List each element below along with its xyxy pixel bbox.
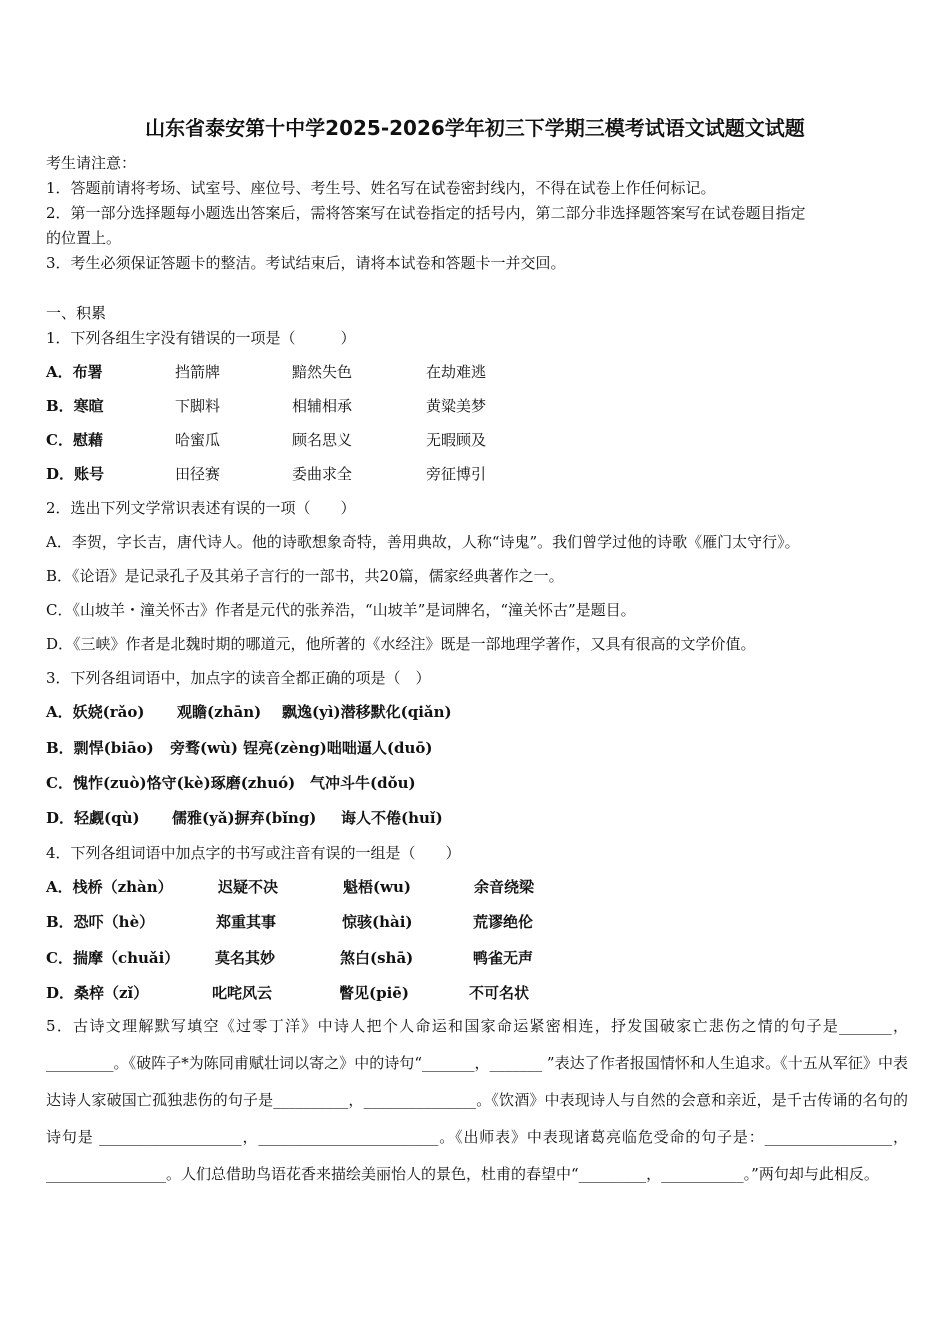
q1-option-word: 挡箭牌 (175, 363, 221, 381)
page-title: 山东省泰安第十中学2025-2026学年初三下学期三模考试语文试题文试题 (145, 116, 805, 140)
q4-option-word: 荒谬绝伦 (473, 913, 534, 931)
q2-option: A．李贺，字长吉，唐代诗人。他的诗歌想象奇特，善用典故，人称“诗鬼”。我们曾学过他的诗歌《雁门太守行》。 (46, 533, 800, 551)
q4-option-word: 魁梧(wu) (343, 878, 412, 896)
notice-item: 1．答题前请将考场、试室号、座位号、考生号、姓名写在试卷密封线内，不得在试卷上作任何标记。 (46, 179, 716, 197)
q4-option-word: 余音绕梁 (474, 878, 535, 896)
question-4-stem: 4．下列各组词语中加点字的书写或注音有误的一组是（ ） (46, 844, 461, 862)
q3-option-word: 飘逸(yì)潜移默化(qiǎn) (282, 703, 452, 721)
q2-option: B．《论语》是记录孔子及其弟子言行的一部书，共20篇，儒家经典著作之一。 (46, 567, 564, 585)
q4-option-word: 郑重其事 (216, 913, 277, 931)
q1-option-word: 黄粱美梦 (426, 397, 487, 415)
notice-item: 3．考生必须保证答题卡的整洁。考试结束后，请将本试卷和答题卡一并交回。 (46, 254, 566, 272)
q4-option-word: 瞥见(piē) (339, 984, 409, 1002)
q2-option: C．《山坡羊・潼关怀古》作者是元代的张养浩，“山坡羊”是词牌名，“潼关怀古”是题目。 (46, 601, 636, 619)
q3-option: B．剽悍(biāo) (46, 739, 154, 757)
q2-option: D．《三峡》作者是北魏时期的哪道元，他所著的《水经注》既是一部地理学著作，又具有很高的文学价值。 (46, 635, 756, 653)
q4-option: A．栈桥（zhàn） (46, 878, 173, 896)
q1-option: B．寒暄 (46, 397, 104, 415)
q1-option-word: 在劫难逃 (426, 363, 487, 381)
q1-option-word: 下脚料 (175, 397, 221, 415)
q1-option: A．布署 (46, 363, 103, 381)
q1-option-word: 田径赛 (175, 465, 221, 483)
section-heading: 一、积累 (46, 304, 107, 322)
q1-option-word: 顾名思义 (292, 431, 353, 449)
q3-option-word: 观瞻(zhān) (177, 703, 262, 721)
q1-option-word: 旁征博引 (426, 465, 487, 483)
q3-option-word: 儒雅(yǎ)摒弃(bǐng) (172, 809, 317, 827)
q3-option: C．愧怍(zuò)恪守(kè)琢磨(zhuó) (46, 774, 296, 792)
notice-item: 的位置上。 (46, 229, 122, 247)
q3-option: D．轻觑(qù) (46, 809, 140, 827)
q4-option-word: 不可名状 (469, 984, 530, 1002)
question-3-stem: 3．下列各组词语中，加点字的读音全都正确的项是（ ） (46, 669, 431, 687)
q1-option-word: 黯然失色 (292, 363, 353, 381)
notice-heading: 考生请注意： (46, 154, 137, 172)
q4-option: C．揣摩（chuǎi） (46, 949, 180, 967)
q4-option-word: 鸭雀无声 (473, 949, 534, 967)
q4-option-word: 迟疑不决 (218, 878, 279, 896)
q1-option-word: 哈蜜瓜 (175, 431, 221, 449)
q3-option: A．妖娆(rǎo) (46, 703, 145, 721)
question-5-text: 5．古诗文理解默写填空《过零丁洋》中诗人把个人命运和国家命运紧密相连，抒发国破家亡悲伤之情的句子是_______，_________。《破阵子*为陈同甫赋壮词以寄之》中的诗句“_______，_______ ”表达了作者报国情怀和人生追求。《十五从军征》中表达诗人家破国亡孤独悲伤的句子是__________，_______________。《饮酒》中表现诗人与自然的会意和亲近，是千古传诵的名句的诗句是 ___________________，________________________。《出师表》中表现诸葛亮临危受命的句子是：_________________，________________。人们总借助鸟语花香来描绘美丽怡人的景色，杜甫的春望中“_________，___________。”两句却与此相反。 (46, 1017, 908, 1183)
q1-option-word: 相辅相承 (292, 397, 353, 415)
question-1-stem: 1．下列各组生字没有错误的一项是（ ） (46, 329, 356, 347)
q1-option: C．慰藉 (46, 431, 103, 449)
q4-option: B．恐吓（hè） (46, 913, 155, 931)
q1-option: D．账号 (46, 465, 105, 483)
q3-option-word: 旁骛(wù) 锃亮(zèng)咄咄逼人(duō) (170, 739, 433, 757)
q4-option-word: 莫名其妙 (215, 949, 276, 967)
q4-option-word: 惊骇(hài) (342, 913, 413, 931)
q3-option-word: 诲人不倦(huǐ) (341, 809, 443, 827)
q4-option: D．桑梓（zǐ） (46, 984, 149, 1002)
q1-option-word: 无暇顾及 (426, 431, 487, 449)
q1-option-word: 委曲求全 (292, 465, 353, 483)
q4-option-word: 叱咤风云 (212, 984, 273, 1002)
q4-option-word: 煞白(shā) (340, 949, 414, 967)
q3-option-word: 气冲斗牛(dǒu) (310, 774, 416, 792)
notice-item: 2．第一部分选择题每小题选出答案后，需将答案写在试卷指定的括号内，第二部分非选择题答案写在试卷题目指定 (46, 204, 806, 222)
question-2-stem: 2．选出下列文学常识表述有误的一项（ ） (46, 499, 356, 517)
